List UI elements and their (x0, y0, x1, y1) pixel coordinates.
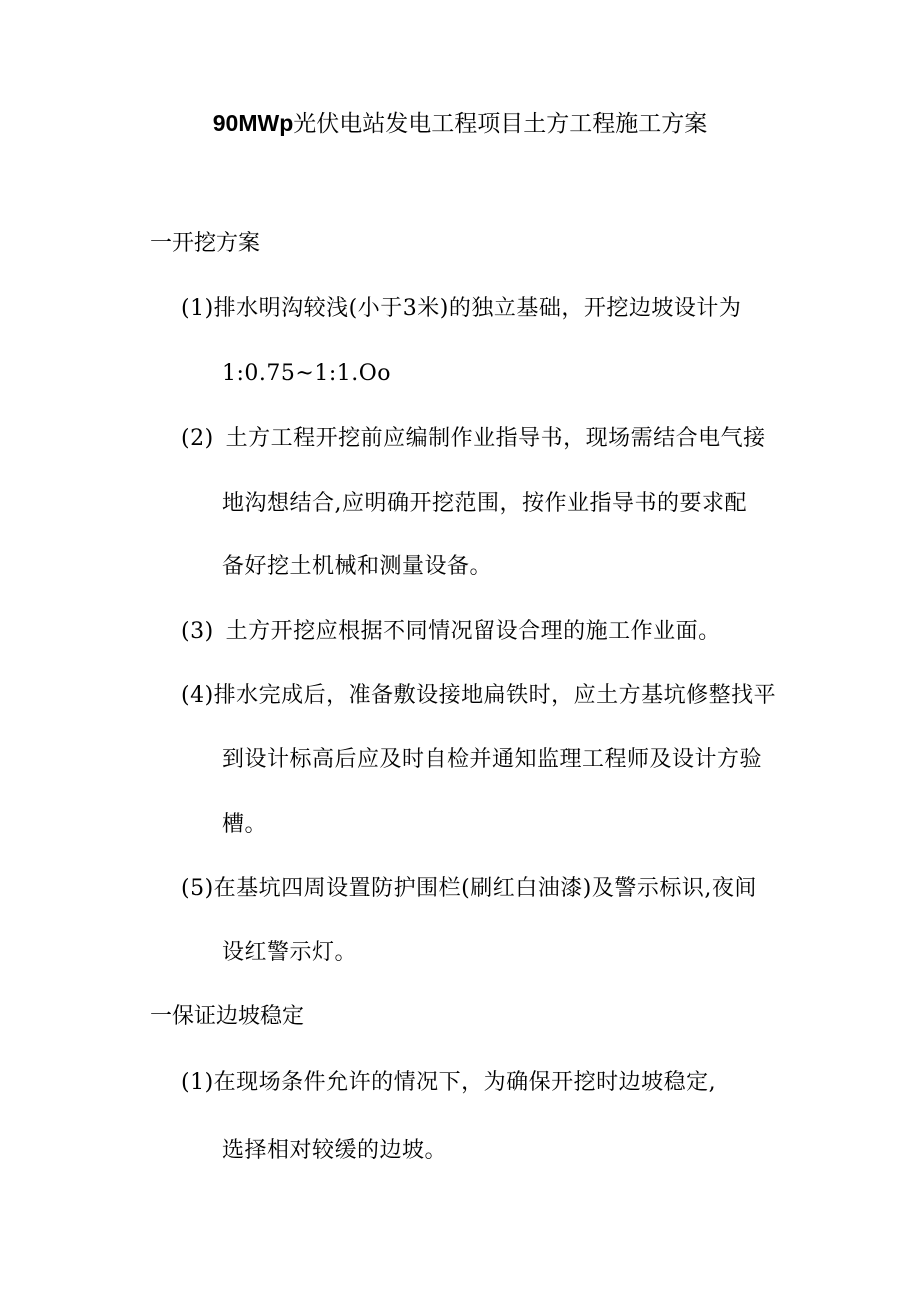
list-item-number: (2) (181, 426, 214, 451)
list-item-4-line-3: 槽。 (222, 812, 268, 837)
document-title-latin: 90MWp (212, 110, 294, 136)
list-item-6-line-2: 选择相对较缓的边坡。 (222, 1138, 448, 1163)
document-title-cjk: 光伏电站发电工程项目土方工程施工方案 (293, 111, 708, 137)
list-item-2-line-2: 地沟想结合,应明确开挖范围，按作业指导书的要求配 (222, 491, 747, 516)
list-item-2-line-3: 备好挖土机械和测量设备。 (222, 554, 493, 579)
list-item-4-line-1 (181, 679, 776, 713)
list-item-number: (1) (181, 296, 214, 321)
list-item-5-line-1 (181, 872, 757, 906)
document-title (0, 106, 920, 141)
list-item-number: (4) (181, 683, 214, 708)
list-item-text: 在现场条件允许的情况下，为确保开挖时边坡稳定, (213, 1070, 717, 1095)
list-item-1-line-2: 1:0.75~1:1.Oo (222, 361, 392, 386)
list-item-6-line-1 (181, 1066, 716, 1100)
section-heading-excavation: 一开挖方案 (150, 231, 261, 256)
section-heading-slope-stability: 一保证边坡稳定 (150, 1004, 305, 1029)
list-item-text: 土方开挖应根据不同情况留设合理的施工作业面。 (225, 619, 721, 644)
list-item-text: 在基坑四周设置防护围栏(刷红白油漆)及警示标识,夜间 (213, 876, 757, 901)
list-item-5-line-2: 设红警示灯。 (222, 940, 358, 965)
list-item-number: (5) (181, 876, 214, 901)
list-item-text: 土方工程开挖前应编制作业指导书，现场需结合电气接 (225, 426, 766, 451)
list-item-3-line-1 (181, 615, 721, 649)
list-item-number: (1) (181, 1070, 214, 1095)
list-item-text: 排水完成后，准备敷设接地扁铁时，应土方基坑修整找平 (213, 683, 777, 708)
list-item-1-line-1 (181, 292, 741, 326)
list-item-text: 排水明沟较浅(小于3米)的独立基础，开挖边坡设计为 (213, 296, 742, 321)
list-item-2-line-1 (181, 422, 766, 456)
list-item-4-line-2: 到设计标高后应及时自检并通知监理工程师及设计方验 (222, 747, 763, 772)
list-item-number: (3) (181, 619, 214, 644)
